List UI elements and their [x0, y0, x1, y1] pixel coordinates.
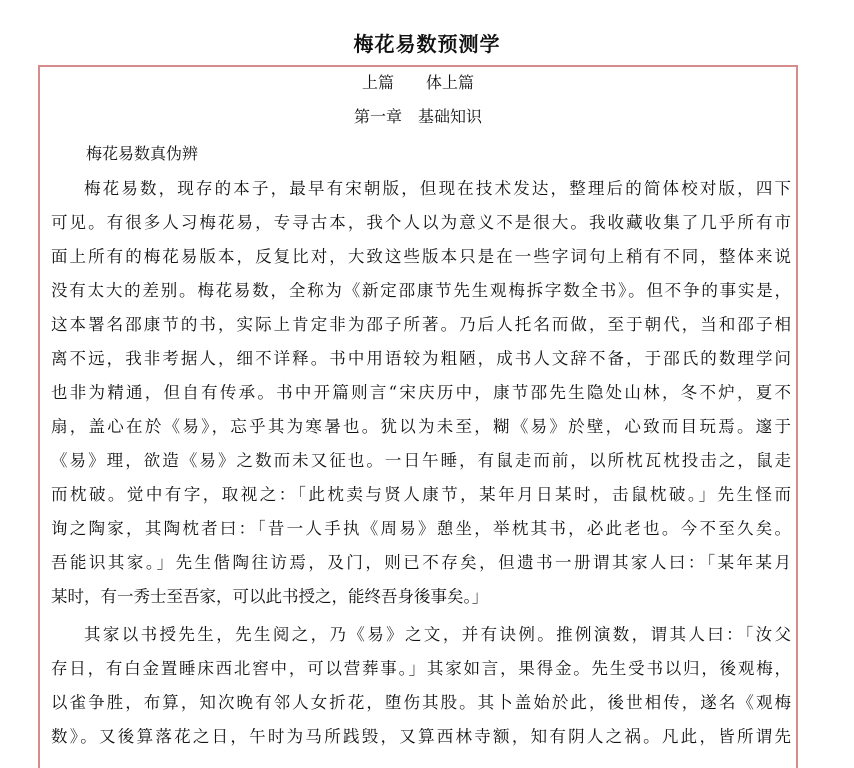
- body-line: 其家以书授先生，先生阅之，乃《易》之文，并有诀例。推例演数，谓其人曰：「汝父: [84, 625, 791, 644]
- body-line: 某时，有一秀士至吾家，可以此书授之，能终吾身後事矣。」: [51, 587, 489, 606]
- page-frame: [38, 65, 798, 768]
- body-line: 而枕破。觉中有字，取视之：「此枕卖与贤人康节，某年月日某时，击鼠枕破。」先生怪而: [51, 485, 791, 504]
- body-line: 可见。有很多人习梅花易，专寻古本，我个人以为意义不是很大。我收藏收集了几乎所有市: [51, 213, 791, 232]
- body-line: 吾能识其家。」先生偕陶往访焉，及门，则已不存矣，但遗书一册谓其家人曰：「某年某月: [51, 553, 791, 572]
- body-line: 询之陶家，其陶枕者曰：「昔一人手执《周易》憩坐，举枕其书，必此老也。今不至久矣。: [51, 519, 791, 538]
- body-line: 扇，盖心在於《易》，忘乎其为寒暑也。犹以为未至，糊《易》於壁，心致而目玩焉。邃于: [51, 417, 791, 436]
- body-line: 存日，有白金置睡床西北窖中，可以营葬事。」其家如言，果得金。先生受书以归，後观梅，: [51, 659, 791, 678]
- body-line: 也非为精通，但自有传承。书中开篇则言“宋庆历中，康节邵先生隐处山林，冬不炉，夏不: [51, 383, 791, 402]
- body-line: 没有太大的差别。梅花易数，全称为《新定邵康节先生观梅拆字数全书》。但不争的事实是，: [51, 281, 791, 300]
- part-heading: 上篇 体上篇: [361, 73, 474, 92]
- section-heading: 梅花易数真伪辨: [86, 144, 199, 163]
- body-line: 《易》理，欲造《易》之数而未又征也。一日午睡，有鼠走而前，以所枕瓦枕投击之，鼠走: [51, 451, 791, 470]
- body-line: 这本署名邵康节的书，实际上肯定非为邵子所著。乃后人托名而做，至于朝代，当和邵子相: [51, 315, 791, 334]
- body-line: 数》。又後算落花之日，午时为马所践毁，又算西林寺额，知有阴人之祸。凡此，皆所谓先: [51, 727, 791, 746]
- chapter-heading: 第一章 基础知识: [353, 107, 482, 126]
- body-line: 面上所有的梅花易版本，反复比对，大致这些版本只是在一些字词句上稍有不同，整体来说: [51, 247, 791, 266]
- document-title: 梅花易数预测学: [353, 32, 501, 56]
- body-line: 以雀争胜，布算，知次晚有邻人女折花，堕伤其股。其卜盖始於此，後世相传，遂名《观梅: [51, 693, 791, 712]
- body-line: 梅花易数，现存的本子，最早有宋朝版，但现在技术发达，整理后的简体校对版，四下: [84, 179, 791, 198]
- body-line: 离不远，我非考据人，细不详释。书中用语较为粗陋，成书人文辞不备，于邵氏的数理学问: [51, 349, 791, 368]
